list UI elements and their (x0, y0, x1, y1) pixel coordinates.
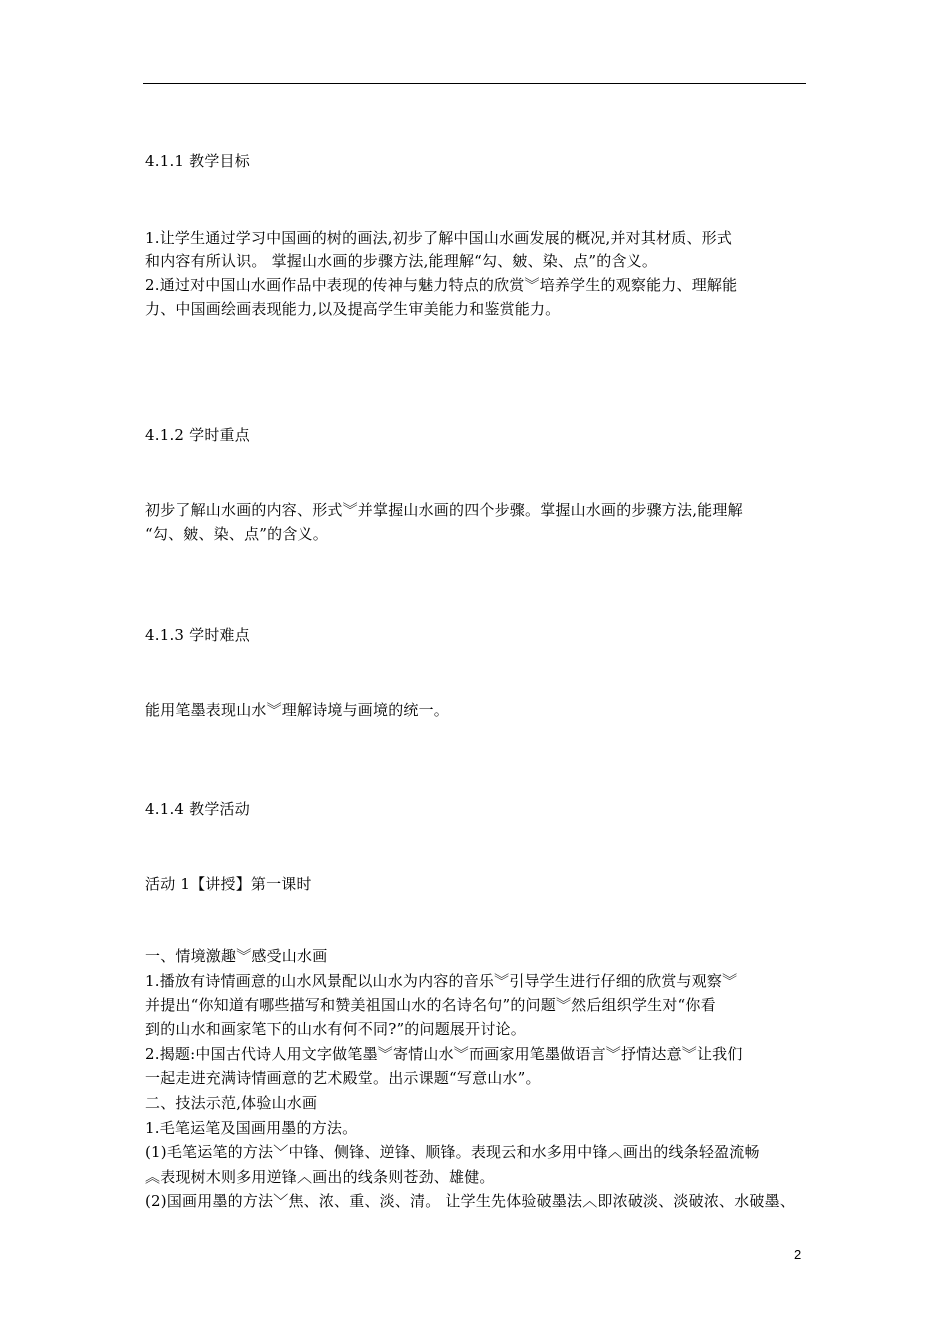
paragraph-line: 初步了解山水画的内容、形式︾并掌握山水画的四个步骤。掌握山水画的步骤方法,能理解 (145, 501, 743, 519)
paragraph-line: 一起走进充满诗情画意的艺术殿堂。出示课题“写意山水”。 (145, 1069, 541, 1087)
page-number: 2 (794, 1247, 802, 1262)
paragraph-line: 一、情境激趣︾感受山水画 (145, 947, 328, 965)
paragraph-line: 二、技法示范,体验山水画 (145, 1094, 318, 1112)
section-heading-difficulties: 4.1.3 学时难点 (145, 626, 250, 644)
paragraph-line: (2)国画用墨的方法﹀焦、浓、重、淡、清。 让学生先体验破墨法︿即浓破淡、淡破浓、水破墨、 (145, 1192, 796, 1210)
paragraph-line: 1.毛笔运笔及国画用墨的方法。 (145, 1119, 358, 1137)
paragraph-line: 能用笔墨表现山水︾理解诗境与画境的统一。 (145, 701, 450, 719)
paragraph-line: 2.揭题:中国古代诗人用文字做笔墨︾寄情山水︾而画家用笔墨做语言︾抒情达意︾让我们 (145, 1045, 743, 1063)
section-heading-key-points: 4.1.2 学时重点 (145, 426, 250, 444)
paragraph-line: ︽表现树木则多用逆锋︿画出的线条则苍劲、雄健。 (145, 1168, 495, 1186)
paragraph-line: 到的山水和画家笔下的山水有何不同?”的问题展开讨论。 (145, 1020, 526, 1038)
paragraph-line: 和内容有所认识。 掌握山水画的步骤方法,能理解“勾、皴、染、点”的含义。 (145, 252, 658, 270)
paragraph-line: (1)毛笔运笔的方法﹀中锋、侧锋、逆锋、顺锋。表现云和水多用中锋︿画出的线条轻盈流畅 (145, 1143, 760, 1161)
paragraph-line: “勾、皴、染、点”的含义。 (145, 525, 328, 543)
section-heading-teaching-goals: 4.1.1 教学目标 (145, 152, 250, 170)
paragraph-line: 1.播放有诗情画意的山水风景配以山水为内容的音乐︾引导学生进行仔细的欣赏与观察︾ (145, 972, 738, 990)
header-rule (143, 83, 806, 84)
paragraph-line: 力、中国画绘画表现能力,以及提高学生审美能力和鉴赏能力。 (145, 300, 561, 318)
paragraph-line: 并提出“你知道有哪些描写和赞美祖国山水的名诗名句”的问题︾然后组织学生对“你看 (145, 996, 716, 1014)
paragraph-line: 2.通过对中国山水画作品中表现的传神与魅力特点的欣赏︾培养学生的观察能力、理解能 (145, 276, 738, 294)
section-heading-activities: 4.1.4 教学活动 (145, 800, 250, 818)
activity-title: 活动 1【讲授】第一课时 (145, 875, 312, 893)
paragraph-line: 1.让学生通过学习中国画的树的画法,初步了解中国山水画发展的概况,并对其材质、形式 (145, 229, 733, 247)
